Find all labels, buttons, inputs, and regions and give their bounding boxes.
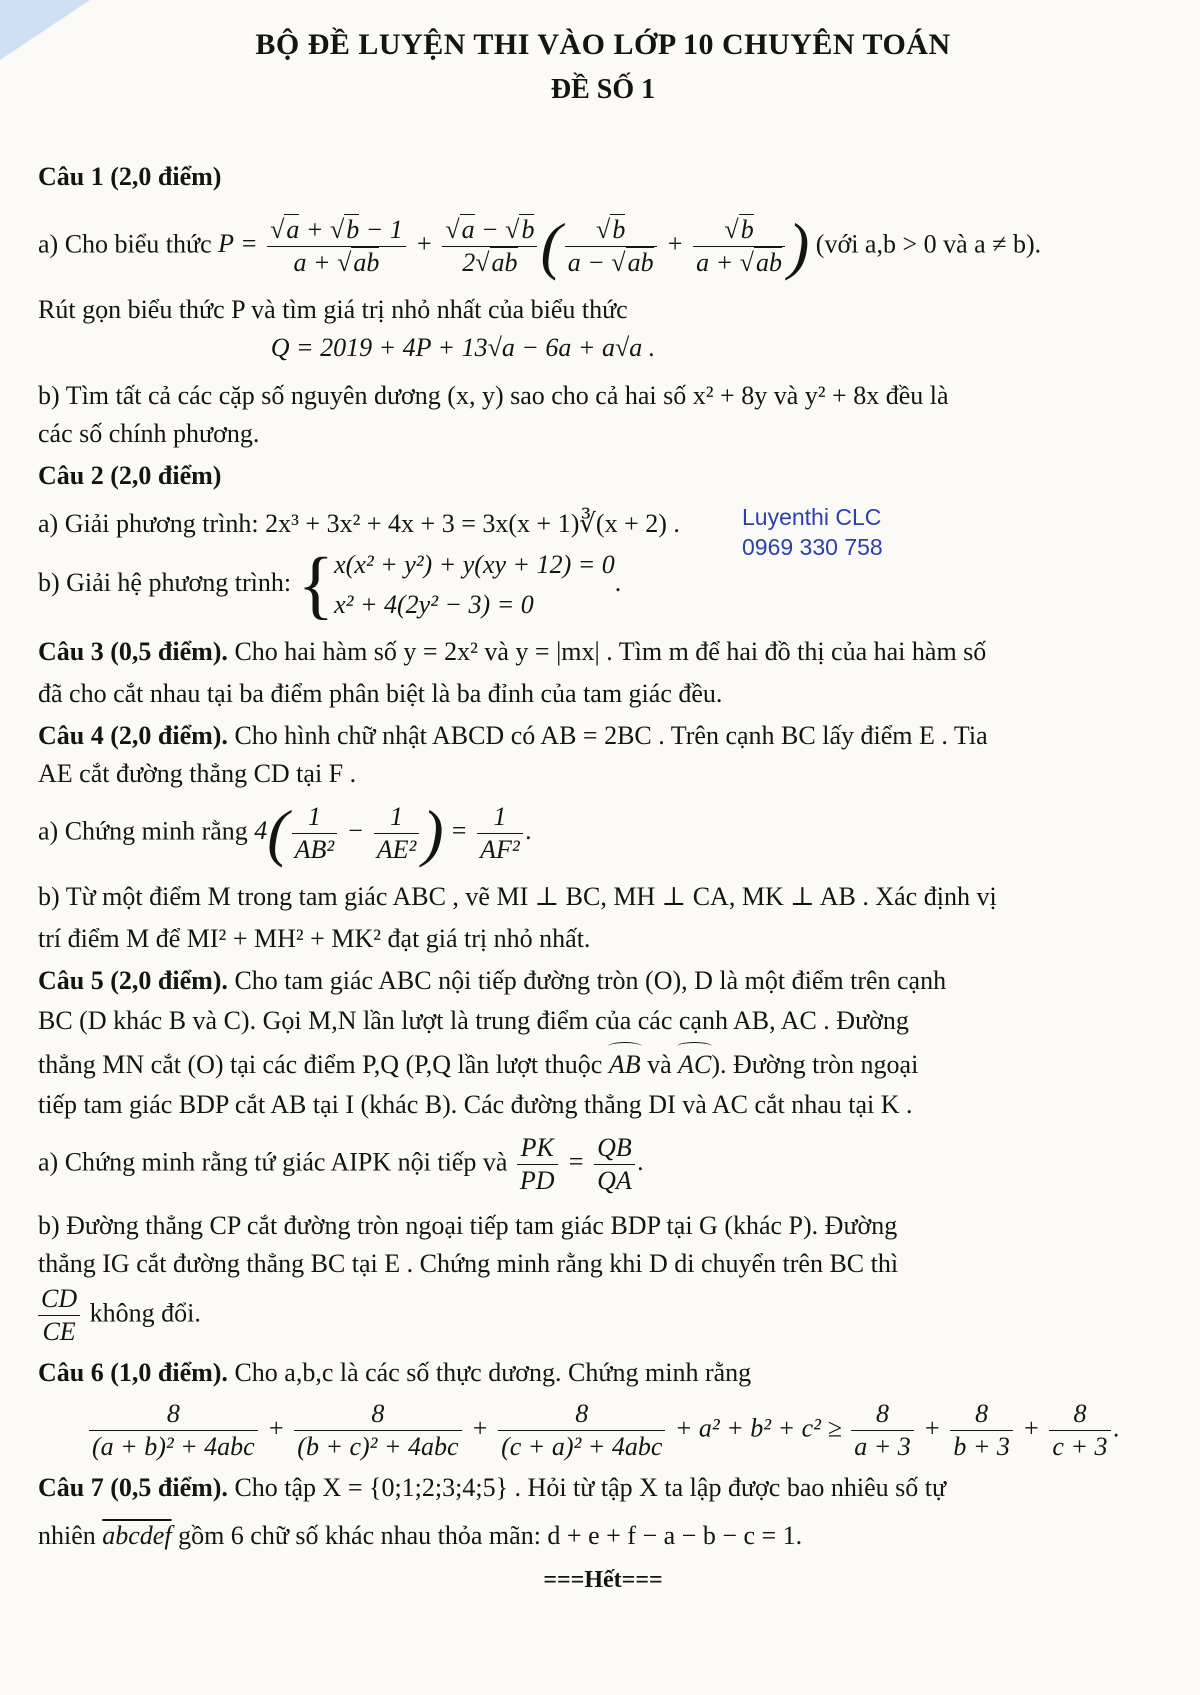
q1a-formula-p: P = $\frac{√a + √b - 1}{a + √ab}$ + $\frac{√a - √b}{2√ab}$ ( $\frac{√b}{a - √ab}$ + $\frac{√b}{a + √ab}$ ) <box>218 210 810 282</box>
q6-line <box>38 1354 1168 1392</box>
q5b-suffix: không đổi. <box>89 1298 201 1328</box>
q5a-prefix: a) Chứng minh rằng tứ giác AIPK nội tiếp và <box>38 1147 508 1177</box>
q5-heading: Câu 5 (2,0 điểm). <box>38 966 228 995</box>
q5b-fraction: $\frac{CD}{CE}$ <box>38 1283 80 1348</box>
q3-heading: Câu 3 (0,5 điểm). <box>38 637 228 666</box>
q7-text2-a: nhiên <box>38 1521 96 1550</box>
arc-ab: AB <box>609 1046 641 1084</box>
q4a-line <box>38 797 1168 869</box>
q7-text: Cho tập X = {0;1;2;3;4;5} . Hỏi từ tập X ta lập được bao nhiêu số tự <box>234 1473 947 1502</box>
q2b-eq2: x² + 4(2y² − 3) = 0 <box>334 590 534 619</box>
q5-text4: tiếp tam giác BDP cắt AB tại I (khác B). Các đường thẳng DI và AC cắt nhau tại K . <box>38 1090 913 1119</box>
q2b-eq1: x(x² + y²) + y(xy + 12) = 0 <box>334 550 615 579</box>
q2b-prefix: b) Giải hệ phương trình: <box>38 567 292 597</box>
q4b-text2: trí điểm M để MI² + MH² + MK² đạt giá trị nhỏ nhất. <box>38 924 591 953</box>
q6-heading: Câu 6 (1,0 điểm). <box>38 1358 228 1387</box>
q5b-text2: thẳng IG cắt đường thẳng BC tại E . Chứng minh rằng khi D di chuyển trên BC thì <box>38 1249 899 1278</box>
q4-text2: AE cắt đường thẳng CD tại F . <box>38 759 357 788</box>
arc-ac: AC <box>678 1046 711 1084</box>
q5b-line3 <box>38 1283 1168 1348</box>
q5b-text: b) Đường thẳng CP cắt đường tròn ngoại tiếp tam giác BDP tại G (khác P). Đường <box>38 1211 898 1240</box>
system-brace: { <box>297 543 335 627</box>
q5a-formula: $\frac{PK}{PD}$ = $\frac{QB}{QA}$ . <box>514 1147 644 1176</box>
watermark-line2: 0969 330 758 <box>742 534 883 560</box>
q2b-line: b) Giải hệ phương trình: { x(x² + y²) + y(xy + 12) = 0 x² + 4(2y² − 3) = 0 . <box>38 543 622 627</box>
q1b-text2: các số chính phương. <box>38 419 260 448</box>
q1a-condition: (với a,b > 0 và a ≠ b). <box>815 229 1042 259</box>
q5a-line <box>38 1132 1168 1197</box>
q5-text2: BC (D khác B và C). Gọi M,N lần lượt là trung điểm của các cạnh AB, AC . Đường <box>38 1006 909 1035</box>
q3-text2: đã cho cắt nhau tại ba điểm phân biệt là ba đỉnh của tam giác đều. <box>38 679 723 708</box>
q3-line <box>38 633 1168 671</box>
q1a-formula-q: Q = 2019 + 4P + 13√a − 6a + a√a . <box>270 333 656 362</box>
q1a-prefix: a) Cho biểu thức <box>38 229 212 259</box>
q4-heading: Câu 4 (2,0 điểm). <box>38 721 228 750</box>
document-title: BỘ ĐỀ LUYỆN THI VÀO LỚP 10 CHUYÊN TOÁN <box>255 28 951 61</box>
q1a-line <box>38 210 1168 282</box>
q4b-text: b) Từ một điểm M trong tam giác ABC , vẽ MI ⊥ BC, MH ⊥ CA, MK ⊥ AB . Xác định vị <box>38 882 997 911</box>
watermark-line1: Luyenthi CLC <box>742 504 882 530</box>
document-page <box>38 22 1168 1594</box>
q1a-line2: Rút gọn biểu thức P và tìm giá trị nhỏ nhất của biểu thức <box>38 295 628 324</box>
q5-text3-a: thẳng MN cắt (O) tại các điểm P,Q (P,Q lần lượt thuộc <box>38 1050 603 1079</box>
document-subtitle: ĐỀ SỐ 1 <box>550 74 656 105</box>
q5-line <box>38 962 1168 1000</box>
q4-line <box>38 717 1168 755</box>
q6-inequality: $\frac{8}{\text{(a + b)² + 4abc}}$ + $\frac{8}{\text{(b + c)² + 4abc}}$ + $\frac{8}{\text{(c + a)² + 4abc}}$ + a² + b² + c² ≥ $\frac{8}{a + 3}$ + $\frac{8}{b + 3}$ + $\frac{8}{c + 3}$ . <box>38 1398 1168 1463</box>
q3-text: Cho hai hàm số y = 2x² và y = |mx| . Tìm m để hai đồ thị của hai hàm số <box>234 637 987 666</box>
q5-text3-b: ). Đường tròn ngoại <box>711 1050 919 1079</box>
q7-text2 <box>38 1517 1168 1555</box>
q4a-prefix: a) Chứng minh rằng <box>38 816 248 846</box>
q5-text3-mid: và <box>647 1050 672 1079</box>
q7-line <box>38 1469 1168 1507</box>
q6-text: Cho a,b,c là các số thực dương. Chứng minh rằng <box>234 1358 752 1387</box>
document-end: ===Hết=== <box>543 1567 663 1593</box>
q7-heading: Câu 7 (0,5 điểm). <box>38 1473 228 1502</box>
q1-heading: Câu 1 (2,0 điểm) <box>38 162 222 191</box>
q2a-text: a) Giải phương trình: 2x³ + 3x² + 4x + 3 = 3x(x + 1)∛(x + 2) . <box>38 509 680 538</box>
q4a-formula: 4( $\frac{1}{\text{AB²}}$ − $\frac{1}{\text{AE²}}$ ) = $\frac{1}{\text{AF²}}$ . <box>254 797 533 869</box>
q5-text: Cho tam giác ABC nội tiếp đường tròn (O), D là một điểm trên cạnh <box>234 966 947 995</box>
q2b-system <box>334 545 615 625</box>
q5-text3 <box>38 1046 1168 1084</box>
q4-text: Cho hình chữ nhật ABCD có AB = 2BC . Trên cạnh BC lấy điểm E . Tia <box>234 721 988 750</box>
q7-text2-b: gồm 6 chữ số khác nhau thỏa mãn: d + e + f − a − b − c = 1. <box>178 1521 803 1550</box>
q2-heading: Câu 2 (2,0 điểm) <box>38 461 222 490</box>
q1b-text: b) Tìm tất cả các cặp số nguyên dương (x, y) sao cho cả hai số x² + 8y và y² + 8x đều là <box>38 381 949 410</box>
q7-overline-number: abcdef <box>102 1521 172 1550</box>
